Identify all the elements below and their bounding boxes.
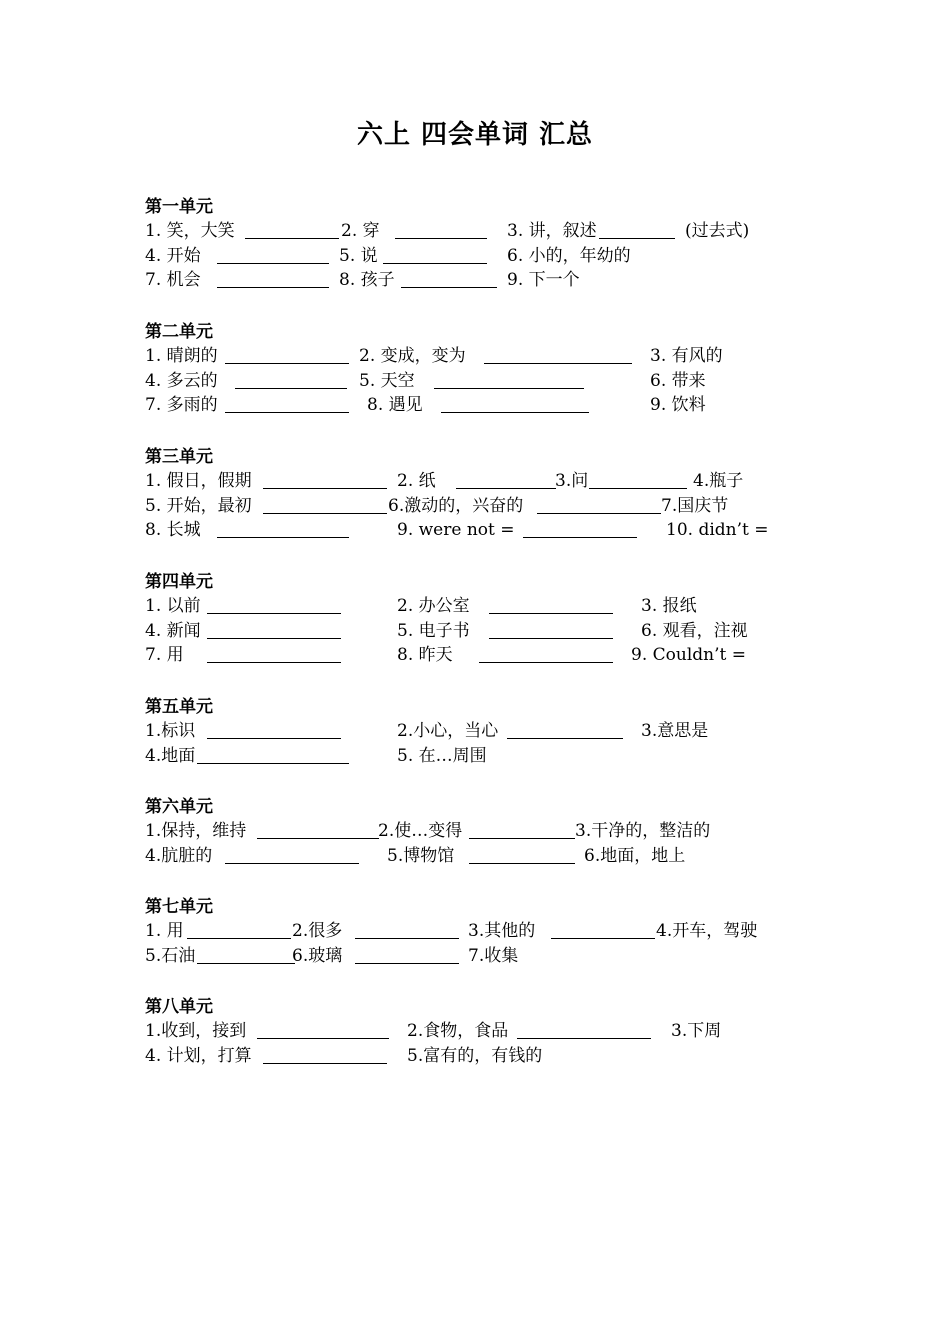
answer-blank[interactable] [225, 396, 349, 413]
vocab-item: 4. 多云的 [145, 370, 218, 391]
answer-blank[interactable] [245, 222, 339, 239]
vocab-item: 6. 带来 [650, 370, 706, 391]
unit-title: 第六单元 [145, 797, 213, 817]
vocab-item: 5. 电子书 [397, 620, 470, 641]
answer-blank[interactable] [187, 922, 291, 939]
vocab-item: 3. 讲，叙述 [507, 221, 597, 241]
unit-title: 第五单元 [145, 697, 213, 717]
vocab-item: 6. 小的，年幼的 [507, 245, 631, 266]
vocab-item: 3.干净的，整洁的 [575, 821, 711, 841]
vocab-item: 2. 变成，变为 [359, 346, 466, 366]
vocab-item: 9. Couldn’t = [631, 645, 746, 666]
vocab-row [145, 268, 845, 293]
vocab-item: 5. 天空 [359, 370, 415, 391]
vocab-row [145, 344, 845, 369]
vocab-item: 2.使…变得 [378, 821, 463, 841]
answer-blank[interactable] [479, 646, 613, 663]
vocab-item: 8. 孩子 [339, 270, 395, 291]
vocab-item: 3.问 [555, 471, 589, 491]
vocab-item: 1. 用 [145, 921, 184, 941]
answer-blank[interactable] [551, 922, 655, 939]
vocab-item: 7. 用 [145, 645, 184, 666]
vocab-item: 8. 长城 [145, 520, 201, 541]
vocab-item: 8. 昨天 [397, 645, 453, 666]
vocab-item: 2.食物，食品 [407, 1021, 509, 1041]
answer-blank[interactable] [599, 222, 675, 239]
vocab-row [145, 819, 845, 844]
vocab-item: 7.国庆节 [661, 495, 729, 516]
answer-blank[interactable] [225, 847, 359, 864]
answer-blank[interactable] [197, 747, 349, 764]
answer-blank[interactable] [469, 847, 575, 864]
unit-title: 第四单元 [145, 572, 213, 592]
vocab-item: 6.地面，地上 [584, 845, 686, 866]
vocab-item: 4. 新闻 [145, 620, 201, 641]
vocab-item: 1.收到，接到 [145, 1021, 247, 1041]
vocab-item: 5.富有的，有钱的 [407, 1045, 543, 1066]
vocab-row [145, 369, 845, 394]
vocab-item: 4.瓶子 [693, 471, 744, 491]
vocab-item: 3.下周 [671, 1021, 722, 1041]
vocab-row [145, 594, 845, 619]
answer-blank[interactable] [484, 347, 632, 364]
vocab-item: 2. 穿 [341, 221, 380, 241]
vocab-row [145, 1044, 845, 1069]
unit-section [145, 995, 845, 1068]
vocab-item: 9. 下一个 [507, 270, 580, 291]
vocab-row [145, 643, 845, 668]
answer-blank[interactable] [207, 622, 341, 639]
vocab-item: 10. didn’t = [666, 520, 769, 541]
vocab-item: 1. 笑，大笑 [145, 221, 235, 241]
answer-blank[interactable] [434, 372, 584, 389]
vocab-item: 3. 报纸 [641, 596, 697, 616]
answer-blank[interactable] [507, 722, 623, 739]
unit-section [145, 320, 845, 418]
unit-section [145, 445, 845, 543]
vocab-row [145, 244, 845, 269]
answer-blank[interactable] [489, 622, 613, 639]
vocab-row [145, 1019, 845, 1044]
vocab-item: 1. 以前 [145, 596, 201, 616]
unit-title: 第二单元 [145, 322, 213, 342]
vocab-row [145, 469, 845, 494]
vocab-item: 9. were not = [397, 520, 515, 541]
vocab-item: 2.小心，当心 [397, 721, 499, 741]
vocab-item: 7. 机会 [145, 270, 201, 291]
vocab-row [145, 393, 845, 418]
answer-blank[interactable] [225, 347, 349, 364]
vocab-row [145, 944, 845, 969]
vocab-item: 4. 开始 [145, 245, 201, 266]
answer-blank[interactable] [207, 722, 341, 739]
vocab-item: 4.开车，驾驶 [656, 921, 758, 941]
vocab-item: 1.标识 [145, 721, 196, 741]
vocab-item: 2. 纸 [397, 471, 436, 491]
vocab-item: 1. 晴朗的 [145, 346, 218, 366]
vocab-item: 7.收集 [468, 945, 519, 966]
vocab-item: 6.激动的，兴奋的 [388, 495, 524, 516]
vocab-item: 5. 开始，最初 [145, 495, 252, 516]
vocab-item: 6.玻璃 [292, 945, 343, 966]
answer-blank[interactable] [441, 396, 589, 413]
vocab-item: 3.意思是 [641, 721, 709, 741]
unit-section [145, 795, 845, 868]
answer-blank[interactable] [589, 472, 687, 489]
unit-section [145, 695, 845, 768]
answer-blank[interactable] [263, 497, 387, 514]
vocab-item: 4.肮脏的 [145, 845, 213, 866]
vocab-row [145, 719, 845, 744]
vocab-row [145, 744, 845, 769]
answer-blank[interactable] [401, 271, 497, 288]
vocab-item: 3.其他的 [468, 921, 536, 941]
answer-blank[interactable] [235, 372, 347, 389]
answer-blank[interactable] [257, 822, 379, 839]
answer-blank[interactable] [456, 472, 556, 489]
answer-blank[interactable] [217, 271, 329, 288]
vocab-item: 1.保持，维持 [145, 821, 247, 841]
answer-blank[interactable] [355, 922, 459, 939]
answer-blank[interactable] [263, 472, 387, 489]
answer-blank[interactable] [395, 222, 487, 239]
vocab-row [145, 518, 845, 543]
unit-section [145, 895, 845, 968]
vocab-item: 2. 办公室 [397, 596, 470, 616]
answer-blank[interactable] [197, 947, 295, 964]
vocab-item: 1. 假日，假期 [145, 471, 252, 491]
vocab-item: 2.很多 [292, 921, 343, 941]
vocab-row [145, 619, 845, 644]
unit-section [145, 570, 845, 668]
vocab-item: 3. 有风的 [650, 346, 723, 366]
answer-blank[interactable] [489, 597, 613, 614]
answer-blank[interactable] [383, 247, 487, 264]
vocab-item: 9. 饮料 [650, 395, 706, 416]
unit-title: 第七单元 [145, 897, 213, 917]
unit-title: 第三单元 [145, 447, 213, 467]
vocab-item: 5. 说 [339, 245, 378, 266]
vocab-row [145, 219, 845, 244]
answer-blank[interactable] [207, 597, 341, 614]
vocab-item: 4.地面 [145, 745, 196, 766]
vocab-item: 5.石油 [145, 945, 196, 966]
vocab-item: 8. 遇见 [367, 395, 423, 416]
unit-title: 第一单元 [145, 197, 213, 217]
answer-blank[interactable] [469, 822, 575, 839]
vocab-item: 5.博物馆 [387, 845, 455, 866]
page-title: 六上 四会单词 汇总 [356, 120, 594, 150]
answer-blank[interactable] [355, 947, 459, 964]
answer-blank[interactable] [263, 1047, 387, 1064]
answer-blank[interactable] [217, 521, 349, 538]
answer-blank[interactable] [207, 646, 341, 663]
vocab-row [145, 919, 845, 944]
answer-blank[interactable] [517, 1022, 651, 1039]
unit-section [145, 195, 845, 293]
answer-blank[interactable] [523, 521, 637, 538]
vocab-row [145, 494, 845, 519]
vocab-item: 5. 在…周围 [397, 745, 487, 766]
answer-blank[interactable] [537, 497, 661, 514]
answer-blank[interactable] [257, 1022, 389, 1039]
answer-blank[interactable] [217, 247, 329, 264]
vocab-item: (过去式) [685, 221, 750, 241]
vocab-item: 4. 计划，打算 [145, 1045, 252, 1066]
vocab-item: 7. 多雨的 [145, 395, 218, 416]
vocab-row [145, 844, 845, 869]
unit-title: 第八单元 [145, 997, 213, 1017]
vocab-item: 6. 观看，注视 [641, 620, 748, 641]
